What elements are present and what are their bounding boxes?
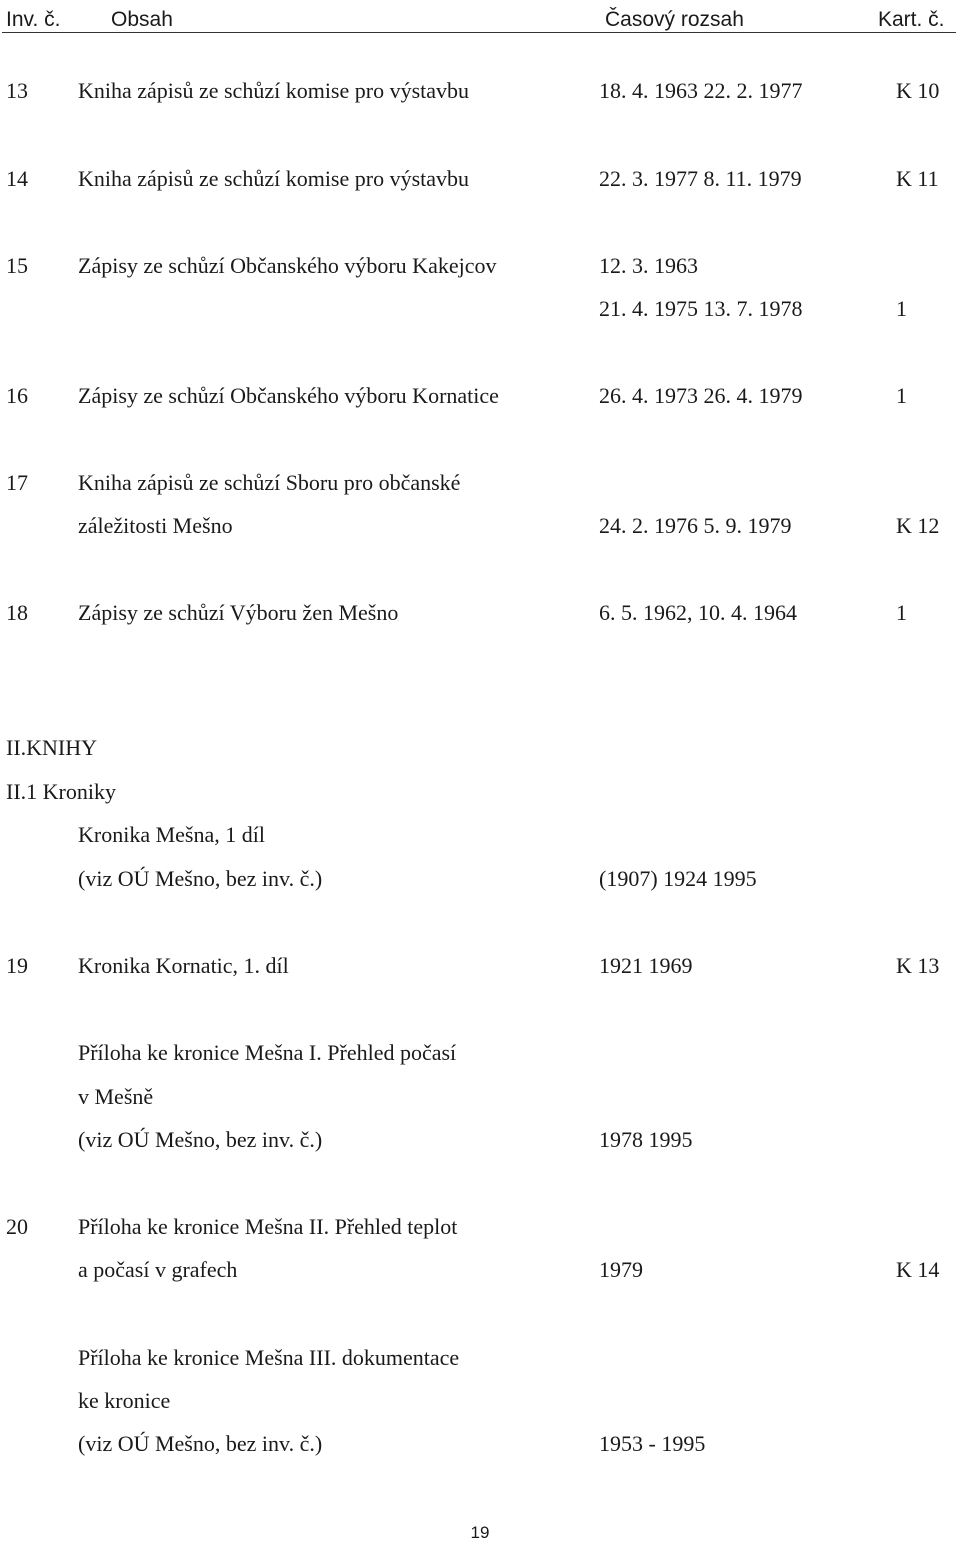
- box-number: K 13: [896, 953, 940, 978]
- header-kart: Kart. č.: [878, 8, 945, 31]
- header-rozsah: Časový rozsah: [605, 8, 744, 31]
- inv-number: 15: [6, 253, 28, 278]
- inv-number: 17: [6, 470, 28, 495]
- box-number: K 10: [896, 78, 940, 103]
- inv-number: 19: [6, 953, 28, 978]
- entry-date: 1921 1969: [599, 953, 693, 978]
- entry-title: záležitosti Mešno: [78, 513, 233, 538]
- entry-title: Kniha zápisů ze schůzí Sboru pro občanské: [78, 470, 461, 495]
- header-divider: [2, 32, 956, 33]
- entry-title: v Mešně: [78, 1084, 154, 1109]
- entry-title: Zápisy ze schůzí Výboru žen Mešno: [78, 600, 399, 625]
- entry-date: 1978 1995: [599, 1127, 693, 1152]
- entry-title: Kniha zápisů ze schůzí komise pro výstavbu: [78, 166, 470, 191]
- entry-title: Zápisy ze schůzí Občanského výboru Kakejcov: [78, 253, 497, 278]
- entry-date: 21. 4. 1975 13. 7. 1978: [599, 296, 803, 321]
- entry-date: 24. 2. 1976 5. 9. 1979: [599, 513, 792, 538]
- box-number: K 14: [896, 1257, 940, 1282]
- entry-date: 1979: [599, 1257, 643, 1282]
- entry-title: (viz OÚ Mešno, bez inv. č.): [78, 1431, 323, 1456]
- box-number: 1: [896, 296, 907, 321]
- entry-title: a počasí v grafech: [78, 1257, 238, 1282]
- entry-date: 22. 3. 1977 8. 11. 1979: [599, 166, 802, 191]
- entry-date: 1953 - 1995: [599, 1431, 706, 1456]
- entry-title: Příloha ke kronice Mešna I. Přehled počasí: [78, 1040, 457, 1065]
- inv-number: 14: [6, 166, 28, 191]
- entry-title: Kronika Mešna, 1 díl: [78, 822, 265, 847]
- header-obsah: Obsah: [111, 8, 173, 31]
- entry-title: Příloha ke kronice Mešna III. dokumentace: [78, 1345, 460, 1370]
- entry-title: (viz OÚ Mešno, bez inv. č.): [78, 866, 323, 891]
- inv-number: 13: [6, 78, 28, 103]
- table-header: [0, 4, 960, 34]
- entry-title: Příloha ke kronice Mešna II. Přehled teplot: [78, 1214, 458, 1239]
- box-number: K 12: [896, 513, 940, 538]
- entry-title: Kronika Kornatic, 1. díl: [78, 953, 289, 978]
- entry-title: Zápisy ze schůzí Občanského výboru Kornatice: [78, 383, 499, 408]
- entry-title: (viz OÚ Mešno, bez inv. č.): [78, 1127, 323, 1152]
- inv-number: 20: [6, 1214, 28, 1239]
- inv-number: 18: [6, 600, 28, 625]
- inv-number: 16: [6, 383, 28, 408]
- entry-date: 12. 3. 1963: [599, 253, 698, 278]
- entry-title: Kniha zápisů ze schůzí komise pro výstavbu: [78, 78, 470, 103]
- entry-date: 6. 5. 1962, 10. 4. 1964: [599, 600, 797, 625]
- entry-date: 18. 4. 1963 22. 2. 1977: [599, 78, 803, 103]
- section-subtitle: II.1 Kroniky: [6, 779, 116, 804]
- section-title: II.KNIHY: [6, 735, 98, 760]
- box-number: 1: [896, 383, 907, 408]
- entry-date: 26. 4. 1973 26. 4. 1979: [599, 383, 803, 408]
- entry-title: ke kronice: [78, 1388, 171, 1413]
- box-number: K 11: [896, 166, 939, 191]
- box-number: 1: [896, 600, 907, 625]
- header-inv: Inv. č.: [6, 8, 61, 31]
- page-number: 19: [470, 1523, 490, 1542]
- entry-date: (1907) 1924 1995: [599, 866, 757, 891]
